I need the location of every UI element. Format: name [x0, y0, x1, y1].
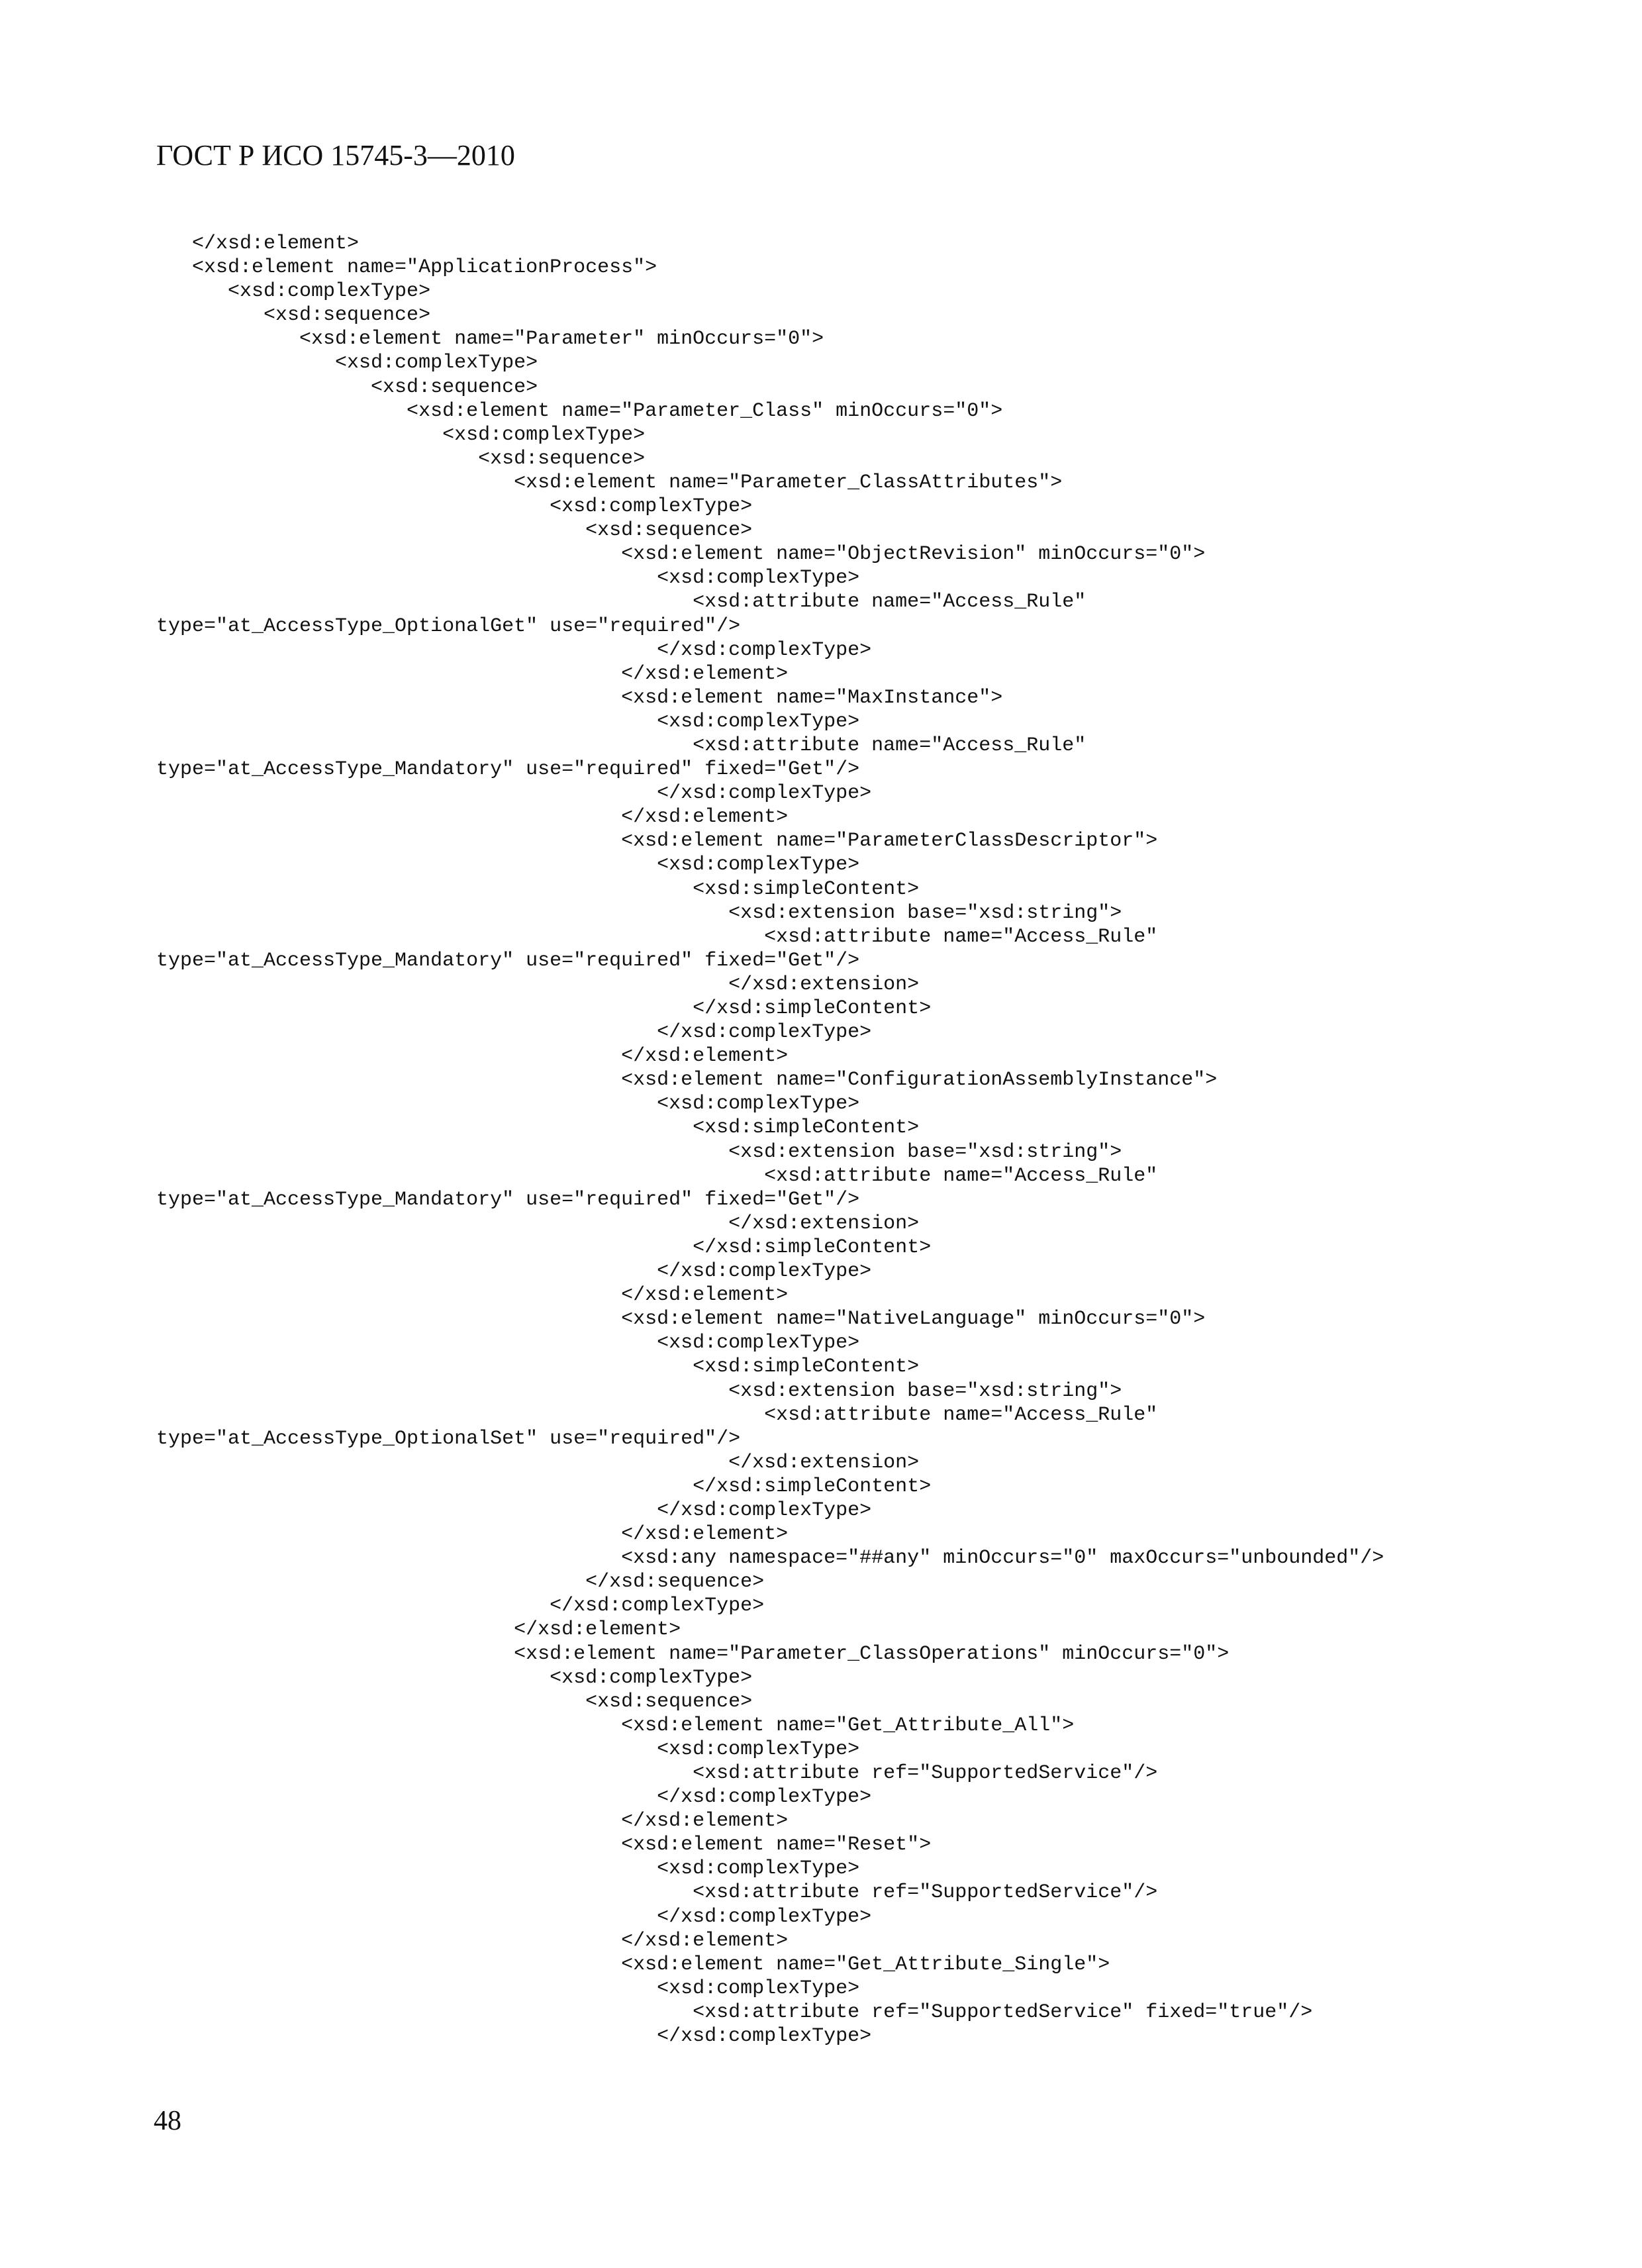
code-line: <xsd:element name="ConfigurationAssemblyInstance">	[156, 1069, 1218, 1092]
code-line: <xsd:attribute ref="SupportedService" fixed="true"/>	[156, 2000, 1313, 2024]
page-number: 48	[154, 2106, 181, 2136]
code-line: <xsd:complexType>	[156, 423, 646, 446]
code-line: <xsd:attribute name="Access_Rule"	[156, 1403, 1158, 1426]
code-line: <xsd:element name="Get_Attribute_Single">	[156, 1953, 1110, 1976]
xsd-code-listing	[156, 232, 1547, 2048]
code-line: type="at_AccessType_Mandatory" use="required" fixed="Get"/>	[156, 949, 860, 972]
code-line: </xsd:complexType>	[156, 1786, 872, 1809]
code-line: <xsd:sequence>	[156, 519, 753, 542]
code-line: </xsd:element>	[156, 1523, 789, 1546]
code-line: <xsd:any namespace="##any" minOccurs="0" maxOccurs="unbounded"/>	[156, 1547, 1384, 1570]
code-line: type="at_AccessType_OptionalGet" use="required"/>	[156, 615, 741, 638]
code-line: <xsd:attribute ref="SupportedService"/>	[156, 1881, 1158, 1904]
document-header: ГОСТ Р ИСО 15745-3—2010	[156, 139, 515, 172]
code-line: <xsd:element name="Parameter_Class" minOccurs="0">	[156, 399, 1003, 422]
code-line: </xsd:simpleContent>	[156, 1475, 932, 1498]
code-line: <xsd:complexType>	[156, 352, 538, 375]
code-line: <xsd:element name="ParameterClassDescriptor">	[156, 830, 1158, 853]
code-line: </xsd:extension>	[156, 1451, 920, 1474]
code-line: </xsd:complexType>	[156, 2025, 872, 2048]
code-line: <xsd:simpleContent>	[156, 1116, 920, 1140]
code-line: <xsd:sequence>	[156, 447, 646, 470]
code-line: <xsd:complexType>	[156, 854, 860, 877]
code-line: type="at_AccessType_Mandatory" use="required" fixed="Get"/>	[156, 758, 860, 781]
code-line: <xsd:sequence>	[156, 1690, 753, 1713]
code-line: type="at_AccessType_OptionalSet" use="required"/>	[156, 1427, 741, 1450]
code-line: </xsd:element>	[156, 1284, 789, 1307]
code-line: <xsd:simpleContent>	[156, 1356, 920, 1379]
code-line: <xsd:element name="Reset">	[156, 1834, 932, 1857]
code-line: <xsd:complexType>	[156, 1093, 860, 1116]
code-line: <xsd:element name="Parameter_ClassOperations" minOccurs="0">	[156, 1642, 1230, 1665]
code-line: <xsd:complexType>	[156, 280, 431, 303]
code-line: </xsd:element>	[156, 662, 789, 685]
code-line: </xsd:complexType>	[156, 782, 872, 805]
code-line: </xsd:complexType>	[156, 1021, 872, 1044]
code-line: </xsd:sequence>	[156, 1571, 765, 1594]
code-line: <xsd:element name="NativeLanguage" minOccurs="0">	[156, 1308, 1206, 1331]
code-line: </xsd:element>	[156, 1618, 681, 1642]
code-line: <xsd:attribute name="Access_Rule"	[156, 925, 1158, 948]
code-line: </xsd:extension>	[156, 973, 920, 996]
code-line: </xsd:complexType>	[156, 638, 872, 662]
code-line: <xsd:sequence>	[156, 304, 431, 327]
code-line: </xsd:complexType>	[156, 1905, 872, 1928]
code-line: <xsd:element name="Parameter" minOccurs="0">	[156, 328, 824, 351]
code-line: </xsd:element>	[156, 1045, 789, 1068]
code-line: <xsd:complexType>	[156, 1977, 860, 2000]
code-line: <xsd:complexType>	[156, 710, 860, 733]
code-line: <xsd:complexType>	[156, 1738, 860, 1761]
code-line: <xsd:complexType>	[156, 1666, 753, 1689]
code-line: </xsd:simpleContent>	[156, 1236, 932, 1259]
code-line: <xsd:element name="Parameter_ClassAttributes">	[156, 471, 1063, 494]
code-line: </xsd:element>	[156, 806, 789, 829]
code-line: <xsd:element name="Get_Attribute_All">	[156, 1714, 1075, 1737]
code-line: <xsd:extension base="xsd:string">	[156, 1379, 1122, 1403]
code-line: <xsd:attribute name="Access_Rule"	[156, 1164, 1158, 1187]
code-line: <xsd:sequence>	[156, 375, 538, 399]
code-line: <xsd:complexType>	[156, 495, 753, 518]
code-line: </xsd:element>	[156, 1810, 789, 1833]
code-line: </xsd:complexType>	[156, 1499, 872, 1522]
code-line: <xsd:complexType>	[156, 567, 860, 590]
code-line: </xsd:complexType>	[156, 1595, 765, 1618]
code-line: <xsd:simpleContent>	[156, 877, 920, 901]
code-line: <xsd:element name="ApplicationProcess">	[156, 256, 657, 279]
code-line: type="at_AccessType_Mandatory" use="required" fixed="Get"/>	[156, 1188, 860, 1211]
code-line: </xsd:element>	[156, 1929, 789, 1952]
code-line: <xsd:attribute name="Access_Rule"	[156, 734, 1087, 757]
code-line: <xsd:extension base="xsd:string">	[156, 1140, 1122, 1163]
code-line: <xsd:complexType>	[156, 1332, 860, 1355]
code-line: <xsd:attribute ref="SupportedService"/>	[156, 1762, 1158, 1785]
code-line: </xsd:complexType>	[156, 1260, 872, 1283]
code-line: <xsd:complexType>	[156, 1857, 860, 1881]
code-line: </xsd:simpleContent>	[156, 997, 932, 1020]
code-line: </xsd:element>	[156, 232, 360, 255]
code-line: <xsd:element name="MaxInstance">	[156, 686, 1003, 709]
code-line: <xsd:element name="ObjectRevision" minOccurs="0">	[156, 543, 1206, 566]
code-line: <xsd:attribute name="Access_Rule"	[156, 591, 1087, 614]
code-line: <xsd:extension base="xsd:string">	[156, 901, 1122, 924]
code-line: </xsd:extension>	[156, 1212, 920, 1235]
